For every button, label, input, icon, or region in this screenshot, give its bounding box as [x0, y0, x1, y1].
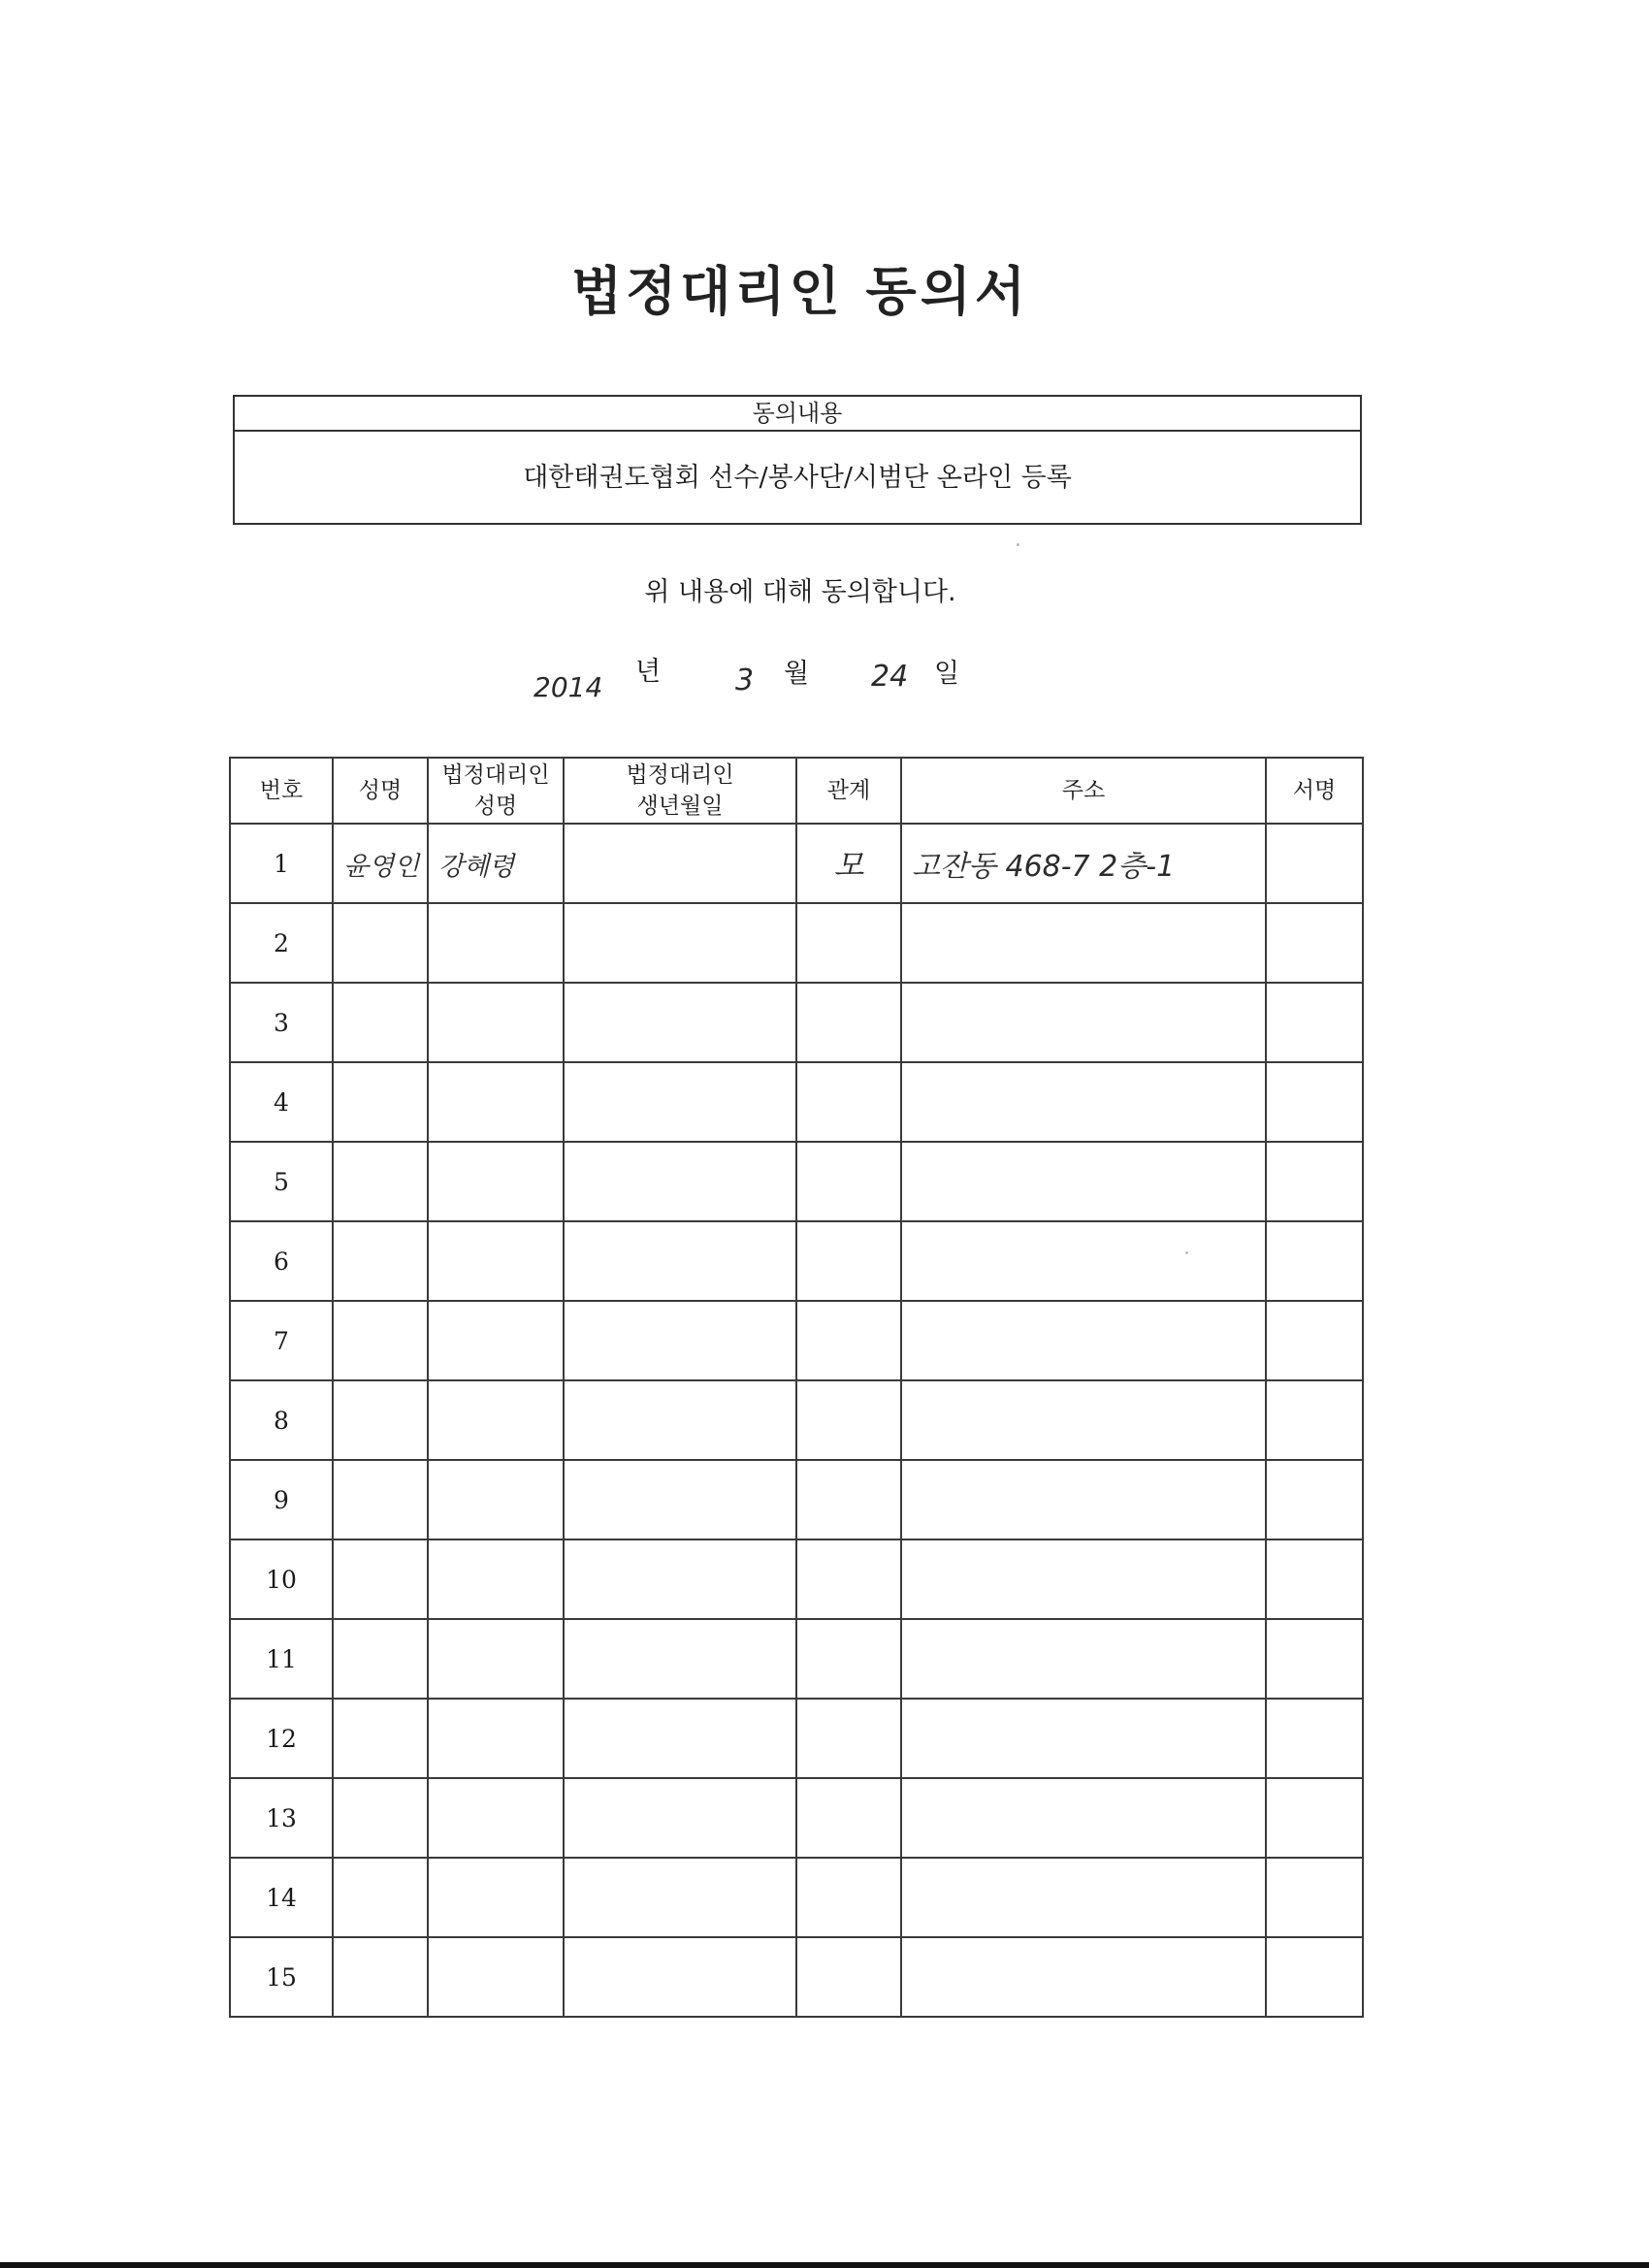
- cell-address: [901, 1460, 1266, 1539]
- cell-address: [901, 1301, 1266, 1380]
- cell-guardian-name: [428, 1699, 564, 1778]
- cell-guardian-name: [428, 1778, 564, 1858]
- cell-name: [333, 1858, 428, 1937]
- cell-signature: [1266, 1380, 1363, 1460]
- cell-name: [333, 1699, 428, 1778]
- cell-guardian-birth: [564, 1937, 796, 2017]
- cell-guardian-birth: [564, 983, 796, 1062]
- cell-number: 13: [230, 1778, 333, 1858]
- cell-number: 11: [230, 1619, 333, 1699]
- cell-number: 14: [230, 1858, 333, 1937]
- cell-name: [333, 1937, 428, 2017]
- cell-relation: [796, 903, 901, 983]
- cell-address: [901, 1380, 1266, 1460]
- cell-signature: [1266, 1619, 1363, 1699]
- table-row: [230, 1380, 1363, 1460]
- consent-date: [524, 650, 1106, 708]
- cell-relation: [796, 1937, 901, 2017]
- cell-name: [333, 1380, 428, 1460]
- cell-guardian-birth: [564, 1062, 796, 1142]
- cell-guardian-birth: [564, 1858, 796, 1937]
- table-row: [230, 1778, 1363, 1858]
- header-number: 번호: [230, 758, 333, 824]
- cell-relation: [796, 1539, 901, 1619]
- cell-name: [333, 1619, 428, 1699]
- cell-relation: [796, 1221, 901, 1301]
- cell-guardian-birth: [564, 1221, 796, 1301]
- cell-number: 10: [230, 1539, 333, 1619]
- cell-number: 12: [230, 1699, 333, 1778]
- header-address: 주소: [901, 758, 1266, 824]
- table-row: [230, 1937, 1363, 2017]
- cell-guardian-birth: [564, 1619, 796, 1699]
- cell-number: 2: [230, 903, 333, 983]
- header-name: 성명: [333, 758, 428, 824]
- table-row: [230, 1858, 1363, 1937]
- table-row: [230, 1619, 1363, 1699]
- cell-address: [901, 1539, 1266, 1619]
- cell-name: [333, 903, 428, 983]
- cell-number: 6: [230, 1221, 333, 1301]
- table-row: [230, 1460, 1363, 1539]
- cell-signature: [1266, 983, 1363, 1062]
- table-row: [230, 1062, 1363, 1142]
- consent-content-body: 대한태권도협회 선수/봉사단/시범단 온라인 등록: [523, 463, 1072, 493]
- date-month-label: 월: [784, 659, 810, 689]
- guardian-roster-table: [229, 757, 1364, 2018]
- cell-address: [901, 1142, 1266, 1221]
- cell-guardian-birth: [564, 903, 796, 983]
- table-row: [230, 1539, 1363, 1619]
- cell-number: 15: [230, 1937, 333, 2017]
- cell-signature: [1266, 903, 1363, 983]
- cell-name: [333, 1539, 428, 1619]
- cell-relation: 모: [796, 824, 901, 903]
- consent-content-header: 동의내용: [235, 397, 1360, 432]
- cell-signature: [1266, 1937, 1363, 2017]
- table-body: [230, 824, 1363, 2017]
- cell-guardian-name: [428, 903, 564, 983]
- cell-name: 윤영인: [333, 824, 428, 903]
- cell-signature: [1266, 824, 1363, 903]
- cell-relation: [796, 1142, 901, 1221]
- cell-relation: [796, 1778, 901, 1858]
- table-row: [230, 1142, 1363, 1221]
- cell-signature: [1266, 1778, 1363, 1858]
- cell-name: [333, 1301, 428, 1380]
- cell-name: [333, 983, 428, 1062]
- date-day-handwritten: 24: [871, 660, 909, 694]
- cell-address: [901, 903, 1266, 983]
- cell-guardian-birth: [564, 1301, 796, 1380]
- cell-signature: [1266, 1062, 1363, 1142]
- cell-address: [901, 1619, 1266, 1699]
- table-row: [230, 903, 1363, 983]
- scan-bottom-edge: [0, 2262, 1649, 2268]
- table-row: [230, 1699, 1363, 1778]
- cell-signature: [1266, 1539, 1363, 1619]
- cell-guardian-birth: [564, 1142, 796, 1221]
- date-day-label: 일: [934, 659, 960, 689]
- cell-guardian-name: [428, 1460, 564, 1539]
- table-row: [230, 1301, 1363, 1380]
- cell-relation: [796, 1062, 901, 1142]
- cell-guardian-name: [428, 983, 564, 1062]
- cell-guardian-name: [428, 1301, 564, 1380]
- header-guardian-birth-line1: 법정대리인: [626, 762, 734, 788]
- cell-signature: [1266, 1460, 1363, 1539]
- table-row: [230, 1221, 1363, 1301]
- consent-content-box: [233, 395, 1362, 525]
- cell-guardian-name: [428, 1937, 564, 2017]
- cell-guardian-birth: [564, 1380, 796, 1460]
- scan-speck: [1017, 543, 1019, 546]
- date-month-handwritten: 3: [735, 664, 755, 697]
- document-title: 법정대리인 동의서: [570, 261, 1030, 322]
- cell-number: 4: [230, 1062, 333, 1142]
- cell-name: [333, 1142, 428, 1221]
- cell-address: [901, 1858, 1266, 1937]
- cell-guardian-name: [428, 1619, 564, 1699]
- cell-guardian-name: [428, 1539, 564, 1619]
- cell-number: 1: [230, 824, 333, 903]
- cell-guardian-name: [428, 1062, 564, 1142]
- cell-guardian-name: [428, 1380, 564, 1460]
- cell-number: 7: [230, 1301, 333, 1380]
- cell-number: 8: [230, 1380, 333, 1460]
- cell-address: [901, 1221, 1266, 1301]
- scan-speck: [1185, 1251, 1188, 1254]
- cell-relation: [796, 1858, 901, 1937]
- cell-number: 9: [230, 1460, 333, 1539]
- table-row: [230, 824, 1363, 903]
- cell-name: [333, 1062, 428, 1142]
- header-guardian-name-line2: 성명: [473, 794, 518, 819]
- cell-relation: [796, 1619, 901, 1699]
- cell-address: 고잔동 468-7 2층-1: [901, 824, 1266, 903]
- cell-relation: [796, 1460, 901, 1539]
- table-row: [230, 983, 1363, 1062]
- header-signature: 서명: [1266, 758, 1363, 824]
- cell-address: [901, 1699, 1266, 1778]
- cell-address: [901, 983, 1266, 1062]
- header-guardian-name-line1: 법정대리인: [441, 762, 550, 788]
- cell-address: [901, 1062, 1266, 1142]
- cell-signature: [1266, 1858, 1363, 1937]
- cell-guardian-name: [428, 1221, 564, 1301]
- header-relation: 관계: [796, 758, 901, 824]
- cell-signature: [1266, 1221, 1363, 1301]
- cell-signature: [1266, 1301, 1363, 1380]
- cell-name: [333, 1460, 428, 1539]
- date-year-handwritten: 2014: [534, 671, 603, 703]
- cell-guardian-name: 강혜령: [428, 824, 564, 903]
- cell-relation: [796, 1380, 901, 1460]
- cell-guardian-name: [428, 1858, 564, 1937]
- header-guardian-name: [428, 758, 564, 824]
- cell-guardian-name: [428, 1142, 564, 1221]
- cell-name: [333, 1221, 428, 1301]
- header-guardian-birth: [564, 758, 796, 824]
- cell-guardian-birth: [564, 824, 796, 903]
- header-guardian-birth-line2: 생년월일: [636, 794, 724, 819]
- cell-number: 5: [230, 1142, 333, 1221]
- date-year-label: 년: [635, 657, 662, 687]
- cell-relation: [796, 983, 901, 1062]
- cell-relation: [796, 1301, 901, 1380]
- cell-signature: [1266, 1142, 1363, 1221]
- table-header-row: [230, 758, 1363, 824]
- cell-signature: [1266, 1699, 1363, 1778]
- cell-number: 3: [230, 983, 333, 1062]
- cell-guardian-birth: [564, 1699, 796, 1778]
- cell-name: [333, 1778, 428, 1858]
- cell-address: [901, 1778, 1266, 1858]
- agreement-statement: 위 내용에 대해 동의합니다.: [644, 577, 956, 607]
- cell-guardian-birth: [564, 1778, 796, 1858]
- cell-guardian-birth: [564, 1460, 796, 1539]
- cell-relation: [796, 1699, 901, 1778]
- cell-guardian-birth: [564, 1539, 796, 1619]
- cell-address: [901, 1937, 1266, 2017]
